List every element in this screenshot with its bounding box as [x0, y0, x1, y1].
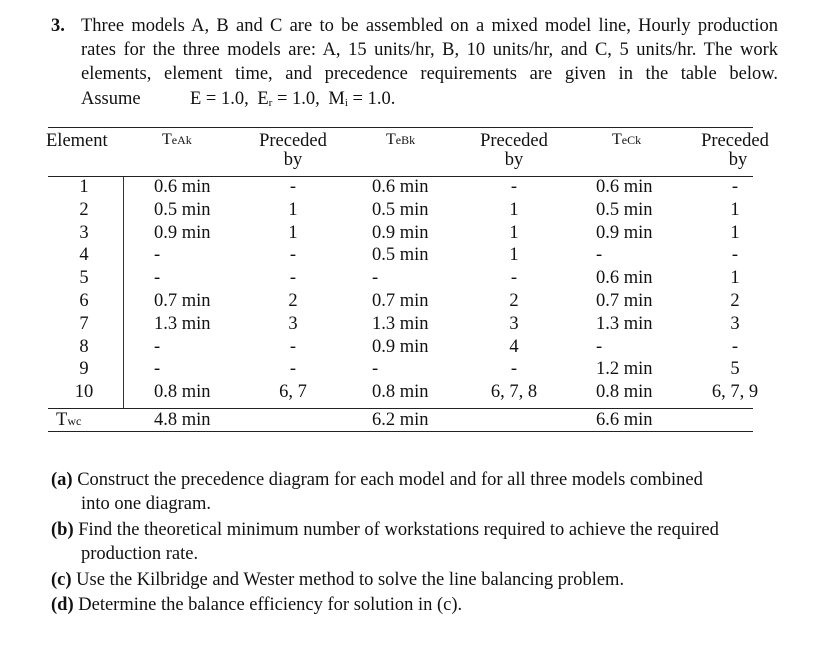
header-teak: TeAk [162, 131, 192, 148]
question-line-3: elements, element time, and precedence requirements are given in the table below. [81, 64, 778, 84]
cell-tebk: 0.9 min [372, 336, 429, 357]
question-line-1: Three models A, B and C are to be assembled on a mixed model line, Hourly production [81, 16, 778, 36]
cell-teck: - [596, 245, 603, 266]
header-element: Element [46, 131, 108, 151]
part-a: (a) Construct the precedence diagram for each model and for all three models combined [51, 470, 703, 490]
header-preceded-b: Preceded by [480, 131, 548, 170]
cell-tebk: 0.9 min [372, 222, 429, 243]
cell-element: 9 [79, 359, 89, 380]
cell-teck: 0.6 min [596, 268, 653, 289]
cell-preceded-a: 1 [288, 222, 298, 243]
assume-values: E = 1.0, $E_r = 1.0$, $M_i = 1.0$. [190, 89, 396, 109]
cell-preceded-c: 6, 7, 9 [711, 382, 759, 403]
cell-preceded-c: 1 [730, 199, 740, 220]
cell-teck: 0.6 min [596, 177, 653, 197]
cell-teak: 0.5 min [154, 199, 211, 220]
cell-preceded-c: 1 [730, 222, 740, 243]
cell-tebk: 0.7 min [372, 291, 429, 311]
cell-element: 5 [79, 268, 89, 289]
cell-teck: 0.8 min [596, 382, 653, 403]
cell-preceded-a: - [289, 268, 297, 289]
cell-teak: 0.7 min [154, 291, 211, 311]
part-a-continued: into one diagram. [81, 494, 211, 514]
cell-preceded-b: - [510, 177, 518, 197]
cell-tebk: 0.8 min [372, 382, 429, 403]
cell-element: 4 [79, 245, 89, 266]
cell-preceded-b: 6, 7, 8 [490, 382, 538, 403]
cell-teak: 0.8 min [154, 382, 211, 403]
cell-tebk: 0.6 min [372, 177, 429, 197]
cell-preceded-b: 2 [509, 291, 519, 311]
cell-teak: - [154, 336, 161, 357]
cell-teak: 1.3 min [154, 313, 211, 334]
cell-tebk: - [372, 359, 379, 380]
cell-preceded-b: 3 [509, 313, 519, 334]
cell-preceded-b: 4 [509, 336, 519, 357]
cell-element: 7 [79, 313, 89, 334]
assume-label: Assume [81, 89, 141, 109]
cell-preceded-a: - [289, 336, 297, 357]
cell-preceded-a: - [289, 245, 297, 266]
cell-teak: - [154, 268, 161, 289]
total-label: Twc [56, 410, 82, 430]
cell-teck: 0.9 min [596, 222, 653, 243]
cell-tebk: - [372, 268, 379, 289]
header-preceded-c: Preceded by [701, 131, 769, 170]
cell-preceded-a: 1 [288, 199, 298, 220]
cell-teak: - [154, 359, 161, 380]
cell-preceded-a: - [289, 177, 297, 197]
table-top-rule [48, 127, 753, 128]
cell-preceded-b: 1 [509, 245, 519, 266]
cell-preceded-c: 5 [730, 359, 740, 380]
table-bottom-rule [48, 431, 753, 432]
cell-teck: 1.2 min [596, 359, 653, 380]
cell-tebk: 1.3 min [372, 313, 429, 334]
cell-preceded-c: 2 [730, 291, 740, 311]
cell-element: 1 [79, 177, 89, 197]
header-teck: TeCk [612, 131, 642, 148]
cell-preceded-b: 1 [509, 222, 519, 243]
cell-tebk: 0.5 min [372, 199, 429, 220]
cell-teak: 0.9 min [154, 222, 211, 243]
cell-element: 8 [79, 336, 89, 357]
cell-preceded-c: - [731, 245, 739, 266]
cell-preceded-c: - [731, 336, 739, 357]
part-b: (b) Find the theoretical minimum number of workstations required to achieve the required [51, 520, 719, 540]
total-tebk: 6.2 min [372, 410, 429, 430]
cell-teck: 1.3 min [596, 313, 653, 334]
cell-element: 3 [79, 222, 89, 243]
cell-tebk: 0.5 min [372, 245, 429, 266]
header-tebk: TeBk [386, 131, 416, 148]
cell-preceded-a: - [289, 359, 297, 380]
cell-preceded-a: 3 [288, 313, 298, 334]
cell-element: 10 [74, 382, 94, 403]
cell-element: 2 [79, 199, 89, 220]
header-preceded-a: Preceded by [259, 131, 327, 170]
cell-preceded-a: 6, 7 [279, 382, 307, 403]
cell-teak: - [154, 245, 161, 266]
part-c: (c) Use the Kilbridge and Wester method to solve the line balancing problem. [51, 570, 625, 590]
cell-preceded-c: 3 [730, 313, 740, 334]
part-b-continued: production rate. [81, 544, 199, 564]
cell-preceded-b: - [510, 359, 518, 380]
cell-teck: 0.7 min [596, 291, 653, 311]
question-line-2: rates for the three models are: A, 15 units/hr, B, 10 units/hr, and C, 5 units/hr. The work [81, 40, 778, 60]
cell-preceded-c: - [731, 177, 739, 197]
part-d: (d) Determine the balance efficiency for solution in (c). [51, 595, 463, 615]
cell-teck: - [596, 336, 603, 357]
cell-teak: 0.6 min [154, 177, 211, 197]
question-number: 3. [51, 16, 65, 36]
cell-preceded-b: - [510, 268, 518, 289]
total-teak: 4.8 min [154, 410, 211, 430]
cell-preceded-b: 1 [509, 199, 519, 220]
cell-preceded-c: 1 [730, 268, 740, 289]
cell-preceded-a: 2 [288, 291, 298, 311]
cell-element: 6 [79, 291, 89, 311]
cell-teck: 0.5 min [596, 199, 653, 220]
total-teck: 6.6 min [596, 410, 653, 430]
